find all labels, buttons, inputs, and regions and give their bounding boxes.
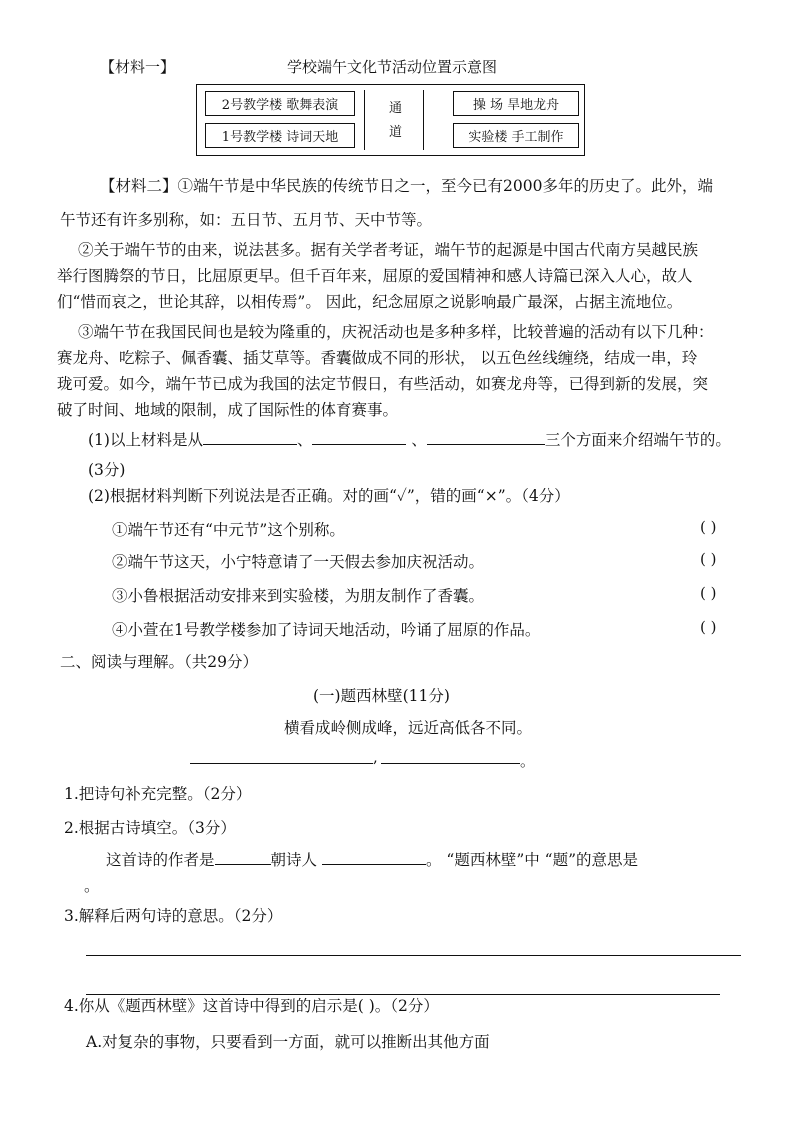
q2-item-4: ④小萱在1号教学楼参加了诗词天地活动，吟诵了屈原的作品。 [112, 621, 541, 639]
material2-line5: 们“惜而哀之，世论其辞，以相传焉”。 因此，纪念屈原之说影响最广最深，占据主流地位。 [57, 293, 683, 311]
road-left-line [364, 90, 365, 150]
q1-blank-3[interactable] [427, 430, 545, 445]
section2-q1: 1.把诗句补充完整。（2分） [64, 785, 252, 803]
dynasty-blank[interactable] [215, 850, 271, 865]
section2-q4: 4.你从《题西林壁》这首诗中得到的启示是( )。（2分） [64, 997, 439, 1015]
map-building2-cell: 2号教学楼 歌舞表演 [205, 91, 355, 116]
poem-line: 横看成岭侧成峰，远近高低各不同。 [284, 719, 533, 737]
material2-line6: ③端午节在我国民间也是较为隆重的，庆祝活动也是多种多样，比较普遍的活动有以下几种： [78, 323, 714, 341]
material2-line7: 赛龙舟、吃粽子、佩香囊、插艾草等。香囊做成不同的形状， 以五色丝线缠绕，结成一串，玲 [57, 349, 698, 367]
q4-option-a: A.对复杂的事物，只要看到一方面，就可以推断出其他方面 [86, 1033, 490, 1051]
poem-blank-1[interactable] [190, 763, 373, 764]
material1-title: 学校端午文化节活动位置示意图 [287, 58, 498, 76]
q2-answer-paren-4[interactable]: ( ) [700, 618, 717, 636]
poem-blank-2[interactable] [381, 763, 520, 764]
map-road-char1: 通 [389, 101, 403, 116]
q2-fill-a: 这首诗的作者是 [106, 851, 215, 869]
q2-item-1: ①端午节还有“中元节”这个别称。 [112, 521, 345, 539]
q1-suffix: 三个方面来介绍端午节的。 [544, 431, 731, 449]
material2-line3: ②关于端午节的由来，说法甚多。据有关学者考证，端午节的起源是中国古代南方吴越民族 [78, 241, 699, 259]
q1-blank-1[interactable] [203, 430, 297, 445]
q2-stem: (2)根据材料判断下列说法是否正确。对的画“✓”，错的画“×”。（4分） [88, 487, 570, 505]
road-right-line [423, 90, 424, 150]
q2-item-3: ③小鲁根据活动安排来到实验楼，为朋友制作了香囊。 [112, 587, 485, 605]
location-map [196, 84, 585, 156]
q1-prefix: (1)以上材料是从 [88, 431, 203, 449]
q2-fill-line [106, 848, 638, 870]
q3-answer-line[interactable] [86, 955, 741, 956]
q1-line [88, 428, 731, 450]
map-building1-cell: 1号教学楼 诗词天地 [205, 123, 355, 148]
q2-item-2: ②端午节这天，小宁特意请了一天假去参加庆祝活动。 [112, 553, 485, 571]
material2-line1: 【材料二】①端午节是中华民族的传统节日之一，至今已有2000多年的历史了。此外，端 [100, 177, 713, 195]
material1-label: 【材料一】 [100, 58, 176, 76]
q2-fill-b: 朝诗人 [270, 851, 318, 869]
poem-blank-comma: , [373, 748, 378, 766]
material2-line2: 午节还有许多别称，如：五日节、五月节、天中节等。 [60, 211, 433, 229]
section2-q3: 3.解释后两句诗的意思。（2分） [64, 907, 283, 925]
map-road-char2: 道 [389, 125, 403, 140]
material2-line4: 举行图腾祭的节日，比屈原更早。但千百年来，屈原的爱国精神和感人诗篇已深入人心，故人 [57, 267, 693, 285]
q2-answer-paren-1[interactable]: ( ) [700, 518, 717, 536]
q2-answer-paren-3[interactable]: ( ) [700, 584, 717, 602]
q2-answer-paren-2[interactable]: ( ) [700, 550, 717, 568]
map-playground-cell: 操 场 旱地龙舟 [453, 91, 579, 116]
q2-fill-end: 。 [84, 877, 100, 895]
material2-line8: 珑可爱。如今，端午节已成为我国的法定节假日，有些活动，如赛龙舟等，已得到新的发展，突 [57, 375, 709, 393]
q1-score: (3分) [88, 461, 126, 479]
poet-blank[interactable] [322, 850, 426, 865]
map-lab-cell: 实验楼 手工制作 [453, 123, 579, 148]
poem-blank-end: 。 [520, 752, 536, 770]
q1-sep1: 、 [296, 431, 313, 449]
q2-fill-c: 。 “题西林壁”中 “题”的意思是 [425, 851, 639, 869]
section2-q2: 2.根据古诗填空。（3分） [64, 819, 236, 837]
section2-heading: 二、阅读与理解。（共29分） [60, 653, 258, 671]
poem-title: (一)题西林壁(11分) [313, 687, 450, 705]
q1-blank-2[interactable] [312, 430, 406, 445]
q1-sep2: 、 [406, 431, 427, 449]
material2-line9: 破了时间、地域的限制，成了国际性的体育赛事。 [57, 401, 399, 419]
